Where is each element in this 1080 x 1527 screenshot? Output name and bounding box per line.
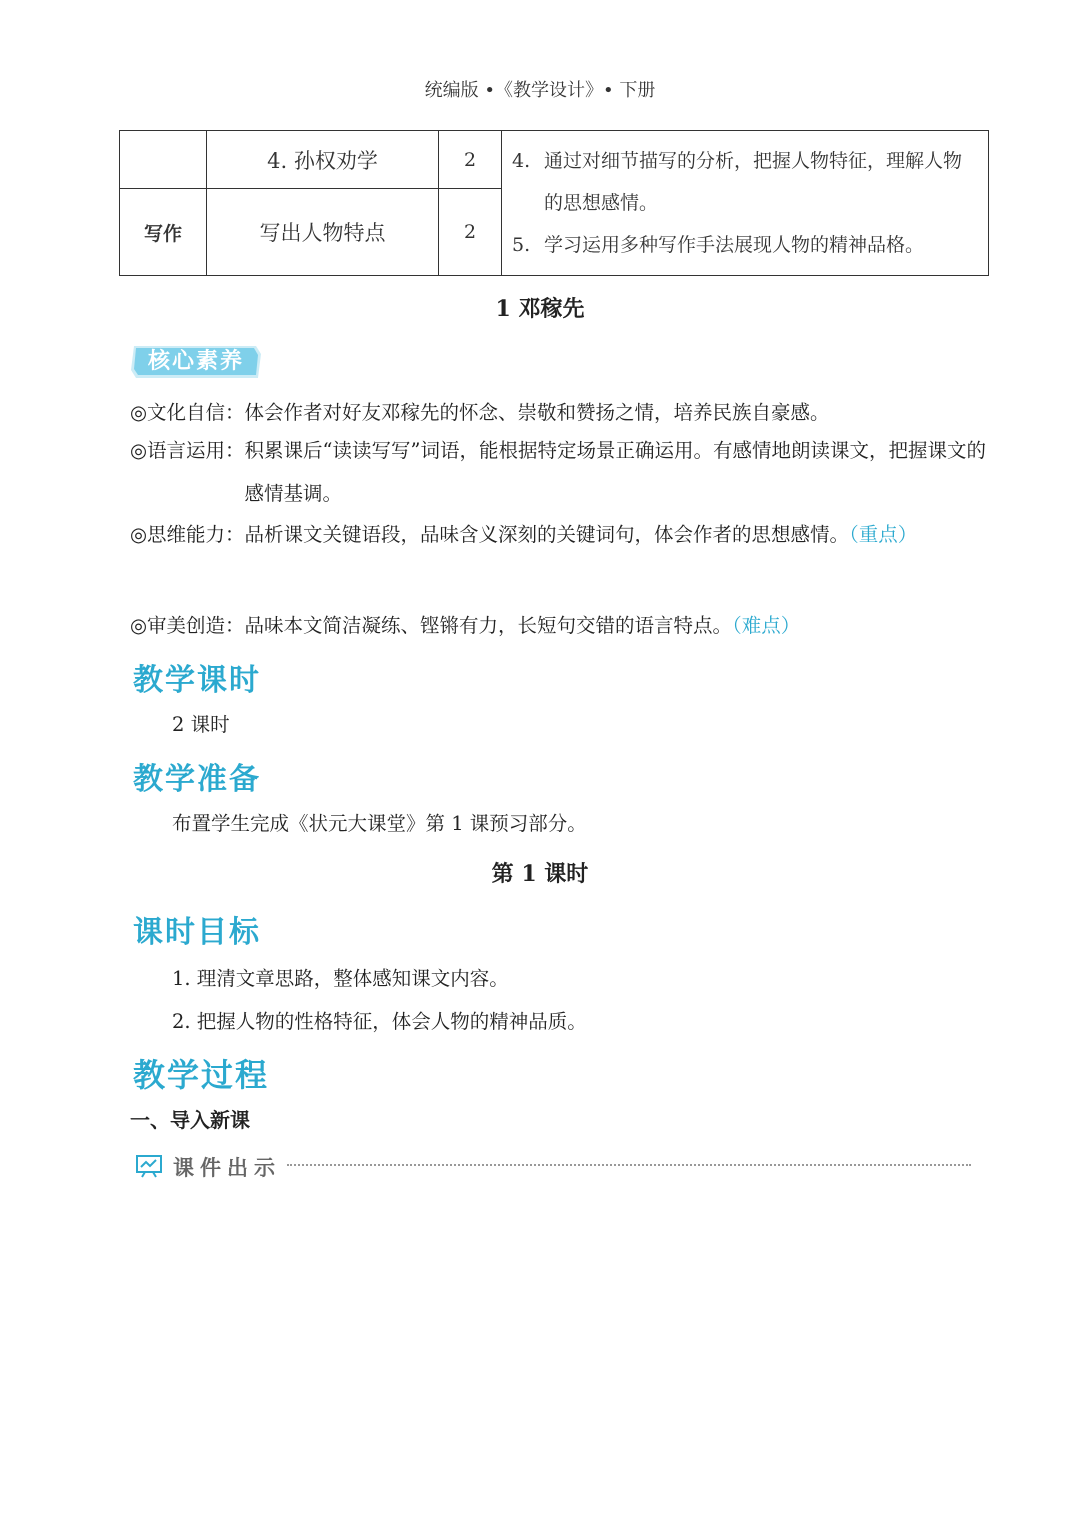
literacy-item: ◎文化自信：体会作者对好友邓稼先的怀念、崇敬和赞扬之情，培养民族自豪感。 [130,401,830,424]
objective-item: 1. 理清文章思路，整体感知课文内容。 [172,967,509,990]
page-header: 统编版 •《教学设计》• 下册 [424,80,656,101]
literacy-item: ◎审美创造：品味本文简洁凝练、铿锵有力，长短句交错的语言特点。（难点） [130,614,801,637]
literacy-item: ◎思维能力： 品析课文关键语段，品味含义深刻的关键词句，体会作者的思想感情。（重点） [130,523,918,546]
lesson-title: 1 邓稼先 [495,296,585,322]
key-point-note: （重点） [849,523,918,546]
hours-cell: 2 [439,131,502,189]
process-heading: 教学过程 [133,1056,270,1094]
goal-item: 5. 学习运用多种写作手法展现人物的精神品格。 [512,234,925,256]
core-literacy-badge: 核心素养 [130,344,262,380]
unit-plan-table [119,130,989,276]
preparation-text: 布置学生完成《状元大课堂》第 1 课预习部分。 [172,812,587,835]
table-row [120,131,989,189]
category-cell [120,131,207,189]
hours-cell: 2 [439,189,502,276]
objective-item: 2. 把握人物的性格特征，体会人物的精神品质。 [172,1010,587,1033]
presentation-icon [135,1154,163,1182]
literacy-item: ◎语言运用： 积累课后“读读写写”词语，能根据特定场景正确运用。有感情地朗读课文，把握课文的感情基调。 [130,439,986,505]
lesson-cell: 4. 孙权劝学 [207,131,439,189]
goal-item: 4. 通过对细节描写的分析，把握人物特征，理解人物的思想感情。 [512,150,963,214]
category-cell: 写作 [120,189,207,276]
period-title: 第 1 课时 [491,861,589,887]
lesson-cell: 写出人物特点 [207,189,439,276]
teaching-hours-heading: 教学课时 [133,663,261,698]
preparation-heading: 教学准备 [133,762,261,797]
process-step: 一、导入新课 [130,1108,250,1132]
teaching-hours-text: 2 课时 [172,713,230,736]
objectives-heading: 课时目标 [133,915,261,950]
dotted-divider [287,1164,971,1166]
difficulty-note: （难点） [732,614,801,637]
goals-cell [502,131,989,276]
